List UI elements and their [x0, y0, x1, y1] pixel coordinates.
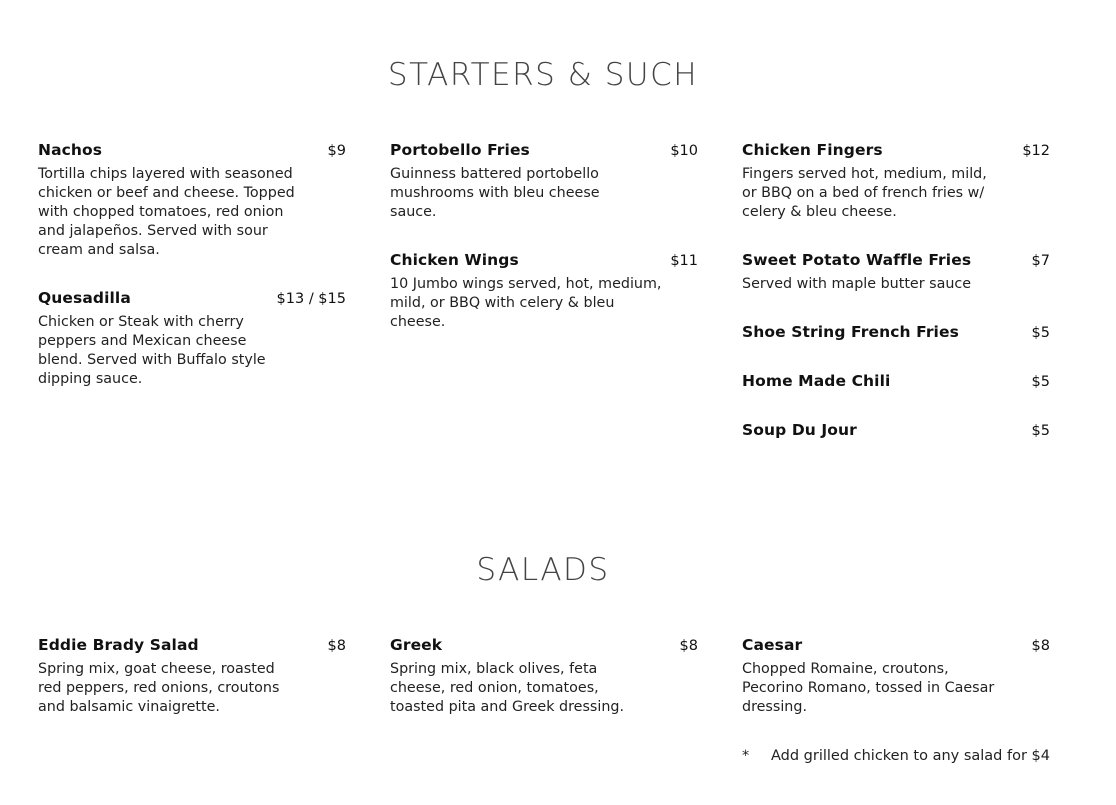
menu-item: [390, 251, 698, 332]
item-price: $11: [670, 253, 698, 269]
item-price: $8: [679, 638, 698, 654]
item-description: Chopped Romaine, croutons, Pecorino Romano, tossed in Caesar dressing.: [742, 661, 995, 715]
item-name: Greek: [390, 636, 443, 654]
item-name: Sweet Potato Waffle Fries: [742, 251, 972, 269]
item-name: Chicken Wings: [390, 251, 519, 269]
item-name: Eddie Brady Salad: [38, 636, 199, 654]
menu-item: [742, 141, 1050, 222]
item-price: $7: [1031, 253, 1050, 269]
item-name: Soup Du Jour: [742, 421, 857, 439]
item-description: Chicken or Steak with cherry peppers and Mexican cheese blend. Served with Buffalo style dipping sauce.: [38, 314, 266, 387]
item-name: Nachos: [38, 141, 103, 159]
item-description: 10 Jumbo wings served, hot, medium, mild, or BBQ with celery & bleu cheese.: [390, 276, 662, 330]
menu-item: [742, 251, 1050, 294]
section-title-salads: SALADS: [476, 552, 610, 588]
item-price: $5: [1031, 374, 1050, 390]
menu-item: [390, 636, 698, 717]
item-description: Served with maple butter sauce: [742, 276, 972, 292]
menu-item: [742, 636, 1050, 717]
menu-item: [742, 372, 1050, 394]
item-price: $10: [670, 143, 698, 159]
menu-item: [38, 289, 346, 389]
item-name: Chicken Fingers: [742, 141, 883, 159]
item-price: $8: [1031, 638, 1050, 654]
item-name: Portobello Fries: [390, 141, 530, 159]
starters-column-3: [742, 141, 1050, 443]
item-description: Guinness battered portobello mushrooms with bleu cheese sauce.: [390, 166, 600, 220]
item-price: $12: [1022, 143, 1050, 159]
starters-column-1: [38, 141, 346, 389]
item-description: Fingers served hot, medium, mild, or BBQ on a bed of french fries w/ celery & bleu cheese.: [742, 166, 987, 220]
menu-item: [38, 636, 346, 717]
starters-column-2: [390, 141, 698, 332]
item-description: Spring mix, goat cheese, roasted red peppers, red onions, croutons and balsamic vinaigrette.: [38, 661, 280, 715]
item-name: Shoe String French Fries: [742, 323, 959, 341]
menu-item: [390, 141, 698, 222]
note-text: Add grilled chicken to any salad for $4: [770, 748, 1050, 764]
salads-column-2: [390, 636, 698, 717]
section-title-starters: STARTERS & SUCH: [387, 57, 699, 93]
item-description: Tortilla chips layered with seasoned chicken or beef and cheese. Topped with chopped tomatoes, red onion and jalapeños. Served with sour cream and salsa.: [38, 166, 295, 258]
item-price: $5: [1031, 423, 1050, 439]
item-price: $5: [1031, 325, 1050, 341]
note-marker: *: [742, 748, 750, 764]
item-price: $13 / $15: [276, 291, 346, 307]
menu-item: [742, 421, 1050, 443]
salads-column-1: [38, 636, 346, 717]
item-name: Home Made Chili: [742, 372, 891, 390]
item-name: Quesadilla: [38, 289, 131, 307]
item-price: $8: [327, 638, 346, 654]
item-price: $9: [327, 143, 346, 159]
menu-item: [742, 323, 1050, 345]
salad-addon-note: [742, 748, 1050, 764]
item-name: Caesar: [742, 636, 803, 654]
salads-column-3: [742, 636, 1050, 717]
menu-item: [38, 141, 346, 260]
item-description: Spring mix, black olives, feta cheese, red onion, tomatoes, toasted pita and Greek dressing.: [390, 661, 625, 715]
